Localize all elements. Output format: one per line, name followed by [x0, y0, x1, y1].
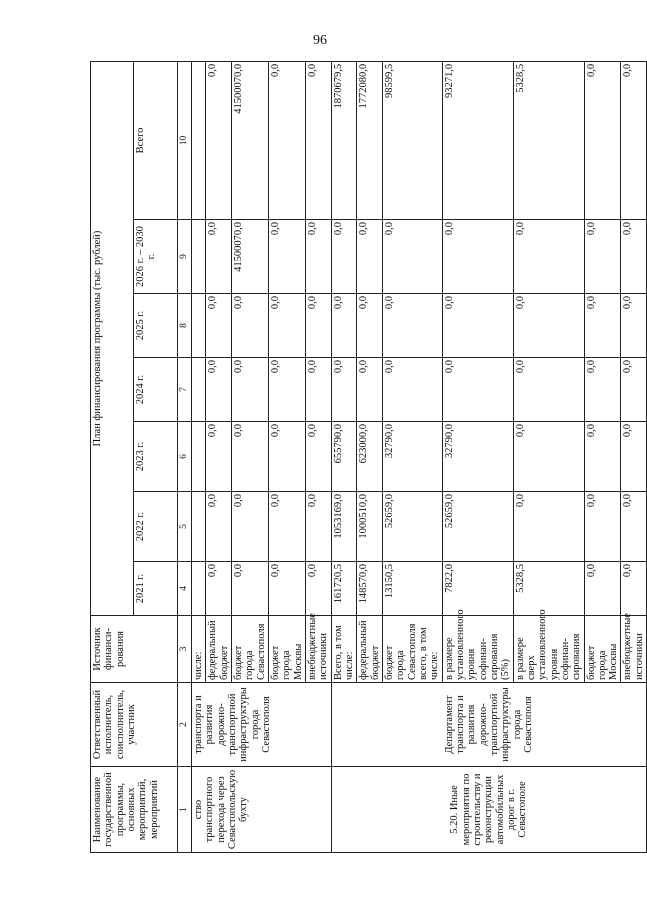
value-cell: 1870679,5	[331, 61, 357, 219]
col-number: 10	[178, 61, 192, 219]
value-cell: 0,0	[268, 294, 305, 358]
value-cell: 0,0	[584, 358, 621, 422]
value-cell: 0,0	[305, 220, 331, 294]
value-cell: 0,0	[231, 358, 268, 422]
funding-source: федеральный бюджет	[357, 616, 383, 683]
value-cell: 623000,0	[357, 422, 383, 492]
value-cell: 0,0	[206, 358, 232, 422]
value-cell: 41500070,0	[231, 220, 268, 294]
value-cell: 0,0	[513, 422, 584, 492]
header-source: Источник финанси-рования	[91, 616, 178, 683]
col-number: 7	[178, 358, 192, 422]
value-cell: 0,0	[331, 294, 357, 358]
funding-source: Всего, в том числе:	[331, 616, 357, 683]
value-cell: 41500070,0	[231, 61, 268, 219]
header-year-2025: 2025 г.	[134, 294, 178, 358]
value-cell: 655790,0	[331, 422, 357, 492]
program-name: 5.20. Иные мероприятия по строительству и реконструкции автомобильных дорог в г. Севастополе	[331, 767, 647, 853]
value-cell: 0,0	[621, 220, 647, 294]
column-number-row	[178, 61, 192, 852]
value-cell: 0,0	[231, 422, 268, 492]
value-cell: 1000510,0	[357, 492, 383, 562]
value-cell: 13150,5	[382, 562, 442, 616]
funding-source: внебюджетные источники	[621, 616, 647, 683]
col-number: 8	[178, 294, 192, 358]
value-cell	[192, 358, 206, 422]
value-cell: 0,0	[621, 422, 647, 492]
value-cell: 0,0	[206, 294, 232, 358]
value-cell: 0,0	[331, 358, 357, 422]
value-cell: 52659,0	[442, 492, 513, 562]
value-cell: 0,0	[584, 562, 621, 616]
value-cell: 0,0	[305, 492, 331, 562]
header-total: Всего	[134, 61, 178, 219]
value-cell: 98599,5	[382, 61, 442, 219]
col-number: 3	[178, 616, 192, 683]
value-cell	[192, 294, 206, 358]
value-cell: 0,0	[357, 358, 383, 422]
value-cell: 1772080,0	[357, 61, 383, 219]
value-cell: 0,0	[268, 220, 305, 294]
funding-source: бюджет города Москвы	[584, 616, 621, 683]
header-executor: Ответственный исполнитель, соисполнитель, участник	[91, 683, 178, 767]
value-cell: 0,0	[442, 294, 513, 358]
funding-source: федеральный бюджет	[206, 616, 232, 683]
funding-source: числе:	[192, 616, 206, 683]
header-year-2026-2030: 2026 г. – 2030 г.	[134, 220, 178, 294]
table-row	[331, 61, 357, 852]
value-cell: 0,0	[621, 61, 647, 219]
value-cell: 0,0	[621, 492, 647, 562]
value-cell: 0,0	[305, 422, 331, 492]
value-cell: 0,0	[513, 358, 584, 422]
value-cell: 0,0	[268, 61, 305, 219]
financing-table-rotated	[90, 62, 645, 853]
value-cell	[192, 422, 206, 492]
value-cell: 0,0	[305, 294, 331, 358]
header-year-2022: 2022 г.	[134, 492, 178, 562]
value-cell: 0,0	[382, 220, 442, 294]
value-cell: 0,0	[305, 358, 331, 422]
value-cell: 0,0	[513, 492, 584, 562]
value-cell: 32790,0	[442, 422, 513, 492]
value-cell: 0,0	[206, 61, 232, 219]
value-cell: 0,0	[621, 358, 647, 422]
value-cell: 0,0	[584, 422, 621, 492]
value-cell: 0,0	[268, 358, 305, 422]
value-cell: 7822,0	[442, 562, 513, 616]
value-cell: 0,0	[231, 492, 268, 562]
value-cell: 0,0	[513, 220, 584, 294]
value-cell: 0,0	[268, 422, 305, 492]
header-row-1	[91, 61, 134, 852]
value-cell: 0,0	[584, 220, 621, 294]
value-cell: 32790,0	[382, 422, 442, 492]
page-number: 96	[313, 33, 327, 48]
funding-source: в размере сверх установленного уровня софинан-сирования	[513, 616, 584, 683]
program-executor: транспорта и развития дорожно-транспортной инфраструктуры города Севастополя	[192, 683, 332, 767]
financing-table	[90, 61, 647, 853]
value-cell: 0,0	[206, 492, 232, 562]
col-number: 1	[178, 767, 192, 853]
funding-source: бюджет города Москвы	[268, 616, 305, 683]
value-cell: 161720,5	[331, 562, 357, 616]
funding-source: внебюджетные источники	[305, 616, 331, 683]
value-cell: 0,0	[231, 562, 268, 616]
funding-source: в размере установленного уровня софинан-сирования (5%)	[442, 616, 513, 683]
value-cell: 5328,5	[513, 61, 584, 219]
value-cell: 0,0	[621, 562, 647, 616]
value-cell: 0,0	[268, 562, 305, 616]
header-plan: План финансирования программы (тыс. рублей)	[91, 61, 134, 615]
value-cell: 0,0	[382, 358, 442, 422]
value-cell: 0,0	[206, 220, 232, 294]
value-cell: 5328,5	[513, 562, 584, 616]
value-cell: 0,0	[305, 61, 331, 219]
value-cell: 0,0	[442, 358, 513, 422]
col-number: 4	[178, 562, 192, 616]
header-name: Наименование государственной программы, основных мероприятий, мероприятий	[91, 767, 178, 853]
value-cell: 0,0	[305, 562, 331, 616]
header-year-2021: 2021 г.	[134, 562, 178, 616]
value-cell	[192, 562, 206, 616]
program-executor: Департамент транспорта и развития дорожно-транспортной инфраструктуры города Севастополя	[331, 683, 647, 767]
value-cell: 148570,0	[357, 562, 383, 616]
value-cell	[192, 492, 206, 562]
funding-source: бюджет города Севастополя	[231, 616, 268, 683]
col-number: 6	[178, 422, 192, 492]
table-row	[192, 61, 206, 852]
value-cell: 0,0	[584, 492, 621, 562]
value-cell: 0,0	[231, 294, 268, 358]
col-number: 5	[178, 492, 192, 562]
value-cell: 0,0	[584, 61, 621, 219]
value-cell: 52659,0	[382, 492, 442, 562]
value-cell	[192, 61, 206, 219]
value-cell: 0,0	[621, 294, 647, 358]
value-cell: 0,0	[382, 294, 442, 358]
value-cell: 0,0	[206, 562, 232, 616]
value-cell: 0,0	[357, 220, 383, 294]
value-cell: 0,0	[331, 220, 357, 294]
value-cell: 93271,0	[442, 61, 513, 219]
value-cell: 0,0	[268, 492, 305, 562]
value-cell: 1053169,0	[331, 492, 357, 562]
value-cell: 0,0	[584, 294, 621, 358]
funding-source: бюджет города Севастополя всего, в том числе:	[382, 616, 442, 683]
value-cell: 0,0	[513, 294, 584, 358]
value-cell: 0,0	[206, 422, 232, 492]
header-year-2024: 2024 г.	[134, 358, 178, 422]
value-cell	[192, 220, 206, 294]
col-number: 9	[178, 220, 192, 294]
value-cell: 0,0	[357, 294, 383, 358]
value-cell: 0,0	[442, 220, 513, 294]
program-name: ство транспортного перехода через Севастопольскую бухту	[192, 767, 332, 853]
col-number: 2	[178, 683, 192, 767]
header-year-2023: 2023 г.	[134, 422, 178, 492]
